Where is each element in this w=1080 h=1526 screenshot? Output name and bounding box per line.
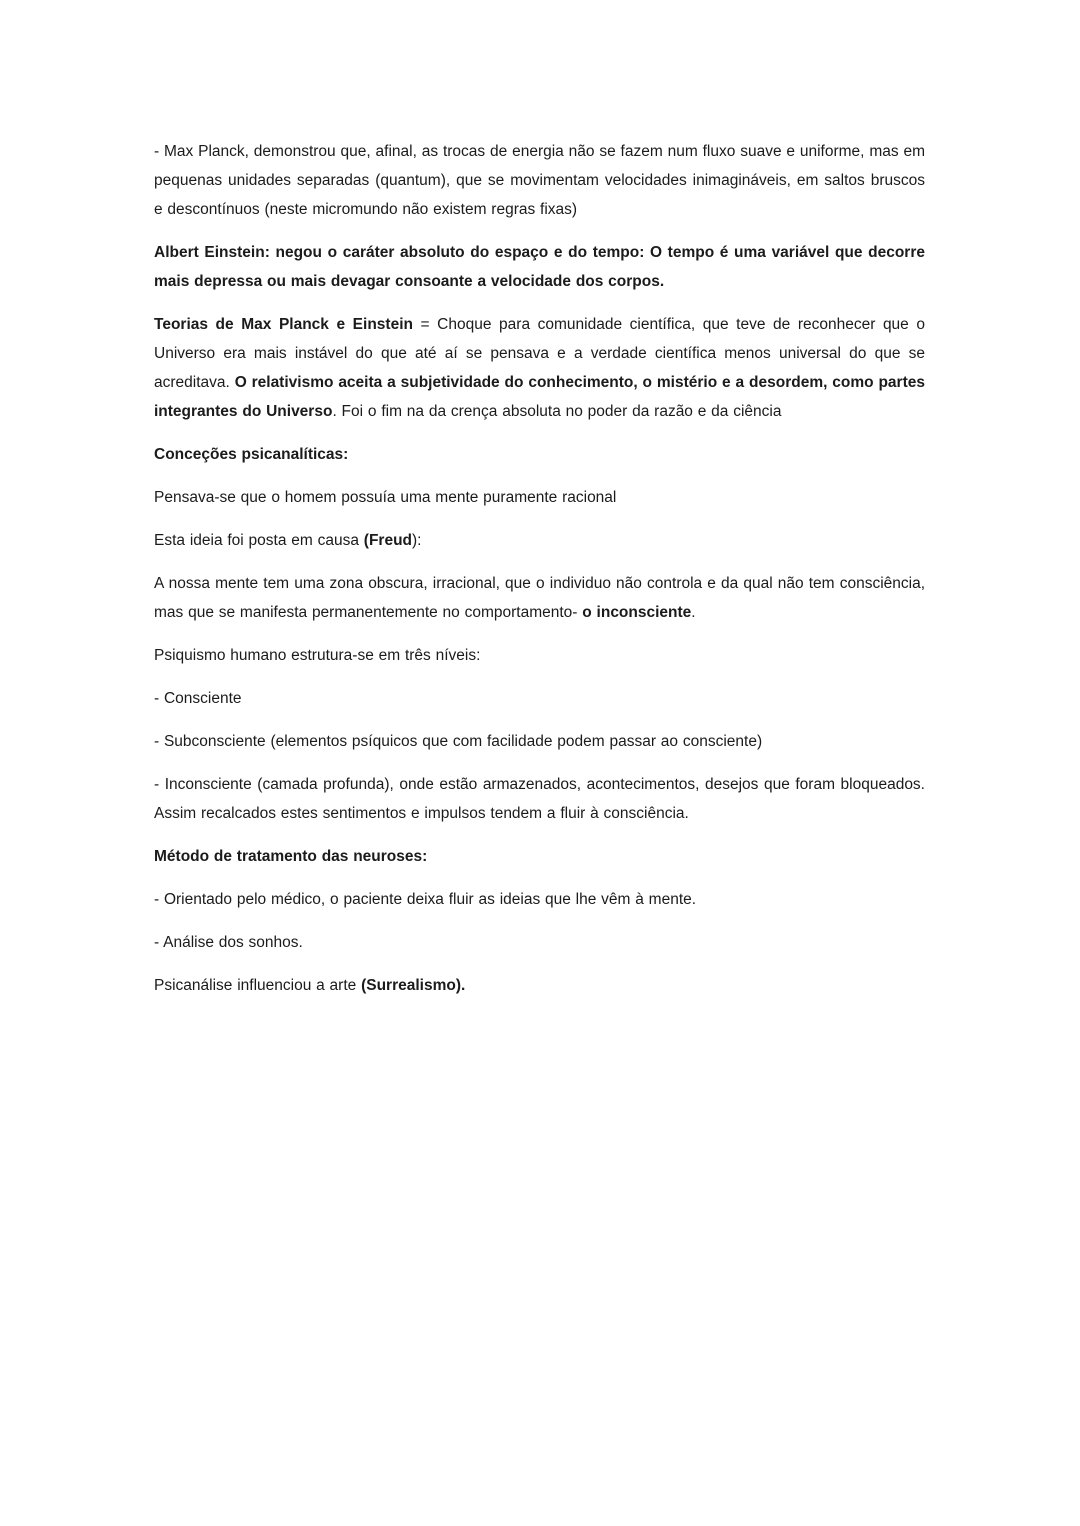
text-run: - Orientado pelo médico, o paciente deixa fluir as ideias que lhe vêm à mente.: [154, 891, 697, 908]
text-run: Conceções psicanalíticas:: [154, 446, 349, 463]
text-run: Psiquismo humano estrutura-se em três níveis:: [154, 647, 481, 664]
paragraph: [154, 310, 925, 426]
paragraph: [154, 770, 925, 828]
text-run: Pensava-se que o homem possuía uma mente puramente racional: [154, 489, 617, 506]
paragraph: [154, 842, 925, 871]
paragraph: [154, 727, 925, 756]
paragraph: [154, 928, 925, 957]
text-run: Método de tratamento das neuroses:: [154, 848, 428, 865]
text-run: (Freud: [363, 532, 413, 549]
text-run: - Max Planck, demonstrou que, afinal, as trocas de energia não se fazem num fluxo suave e uniforme, mas em pequenas unidades separadas (quantum), que se movimentam velocidades inimagináveis, em saltos bruscos e descontínuos (neste micromundo não existem regras fixas): [154, 143, 925, 218]
text-run: Esta ideia foi posta em causa: [154, 532, 364, 549]
text-run: A nossa mente tem uma zona obscura, irracional, que o individuo não controla e da qual não tem consciência, mas que se manifesta permanentemente no comportamento-: [154, 575, 925, 621]
text-run: . Foi o fim na da crença absoluta no poder da razão e da ciência: [332, 403, 782, 420]
text-run: Teorias de Max Planck e Einstein: [154, 316, 413, 333]
text-run: o inconsciente: [582, 604, 692, 621]
document-body: [154, 137, 925, 1000]
text-run: O relativismo aceita a subjetividade do conhecimento, o mistério e a desordem, como partes integrantes do Universo: [154, 374, 925, 420]
paragraph: [154, 885, 925, 914]
paragraph: [154, 684, 925, 713]
text-run: = Choque para comunidade científica, que teve de reconhecer que o Universo era mais instável do que até aí se pensava e a verdade científica menos universal do que se acreditava.: [154, 316, 925, 391]
paragraph: [154, 238, 925, 296]
paragraph: [154, 483, 925, 512]
text-run: (Surrealismo).: [361, 977, 466, 994]
paragraph: [154, 137, 925, 224]
text-run: - Análise dos sonhos.: [154, 934, 303, 951]
text-run: .: [691, 604, 696, 621]
paragraph: [154, 569, 925, 627]
text-run: Psicanálise influenciou a arte: [154, 977, 362, 994]
text-run: - Inconsciente (camada profunda), onde estão armazenados, acontecimentos, desejos que foram bloqueados. Assim recalcados estes sentimentos e impulsos tendem a fluir à consciência.: [154, 776, 925, 822]
text-run: Albert Einstein: negou o caráter absoluto do espaço e do tempo: O tempo é uma variável que decorre mais depressa ou mais devagar consoante a velocidade dos corpos.: [154, 244, 925, 290]
paragraph: [154, 440, 925, 469]
paragraph: [154, 641, 925, 670]
text-run: - Consciente: [154, 690, 242, 707]
paragraph: [154, 971, 925, 1000]
text-run: ):: [412, 532, 422, 549]
text-run: - Subconsciente (elementos psíquicos que com facilidade podem passar ao consciente): [154, 733, 763, 750]
paragraph: [154, 526, 925, 555]
